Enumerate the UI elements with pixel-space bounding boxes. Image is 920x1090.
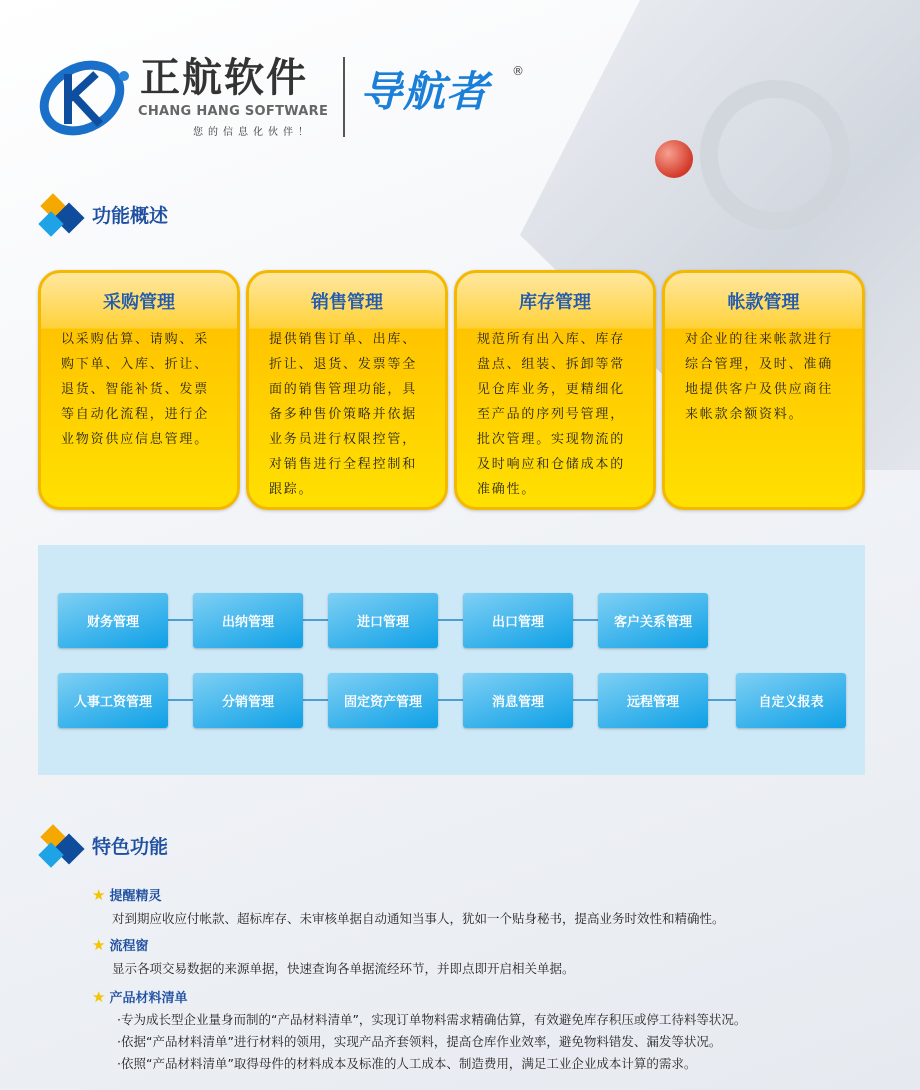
section-diamond-icon xyxy=(38,826,82,870)
card-title: 帐款管理 xyxy=(727,292,800,313)
module-messages: 消息管理 xyxy=(463,673,573,728)
feature-title-text: 产品材料清单 xyxy=(109,991,188,1006)
card-purchase xyxy=(38,270,240,510)
module-export: 出口管理 xyxy=(463,593,573,648)
star-icon: ★ xyxy=(92,886,106,904)
module-remote: 远程管理 xyxy=(598,673,708,728)
card-sales xyxy=(246,270,448,510)
module-finance: 财务管理 xyxy=(58,593,168,648)
module-import: 进口管理 xyxy=(328,593,438,648)
module-custom-reports: 自定义报表 xyxy=(736,673,846,728)
module-fixed-assets: 固定资产管理 xyxy=(328,673,438,728)
module-crm: 客户关系管理 xyxy=(598,593,708,648)
card-text: 以采购估算、请购、采购下单、入库、折让、退货、智能补货、发票等自动化流程，进行企业物资供应信息管理。 xyxy=(61,332,210,447)
feature-bullet: ·专为成长型企业量身而制的“产品材料清单”，实现订单物料需求精确估算，有效避免库存积压或停工待料等状况。 xyxy=(117,1012,747,1027)
feature-text: 对到期应收应付帐款、超标库存、未审核单据自动通知当事人，犹如一个贴身秘书，提高业务时效性和精确性。 xyxy=(112,911,725,926)
card-title: 库存管理 xyxy=(519,292,591,313)
modules-panel xyxy=(38,545,865,775)
company-logo-icon xyxy=(38,52,130,144)
section-title-overview: 功能概述 xyxy=(92,205,169,227)
feature-text: 显示各项交易数据的来源单据，快速查询各单据流经环节，并即点即开启相关单据。 xyxy=(112,961,575,976)
feature-bullet: ·依照“产品材料清单”取得母件的材料成本及标准的人工成本、制造费用，满足工业企业成本计算的需求。 xyxy=(117,1056,697,1071)
card-title: 采购管理 xyxy=(103,292,175,313)
module-distribution: 分销管理 xyxy=(193,673,303,728)
background-red-knob xyxy=(655,140,693,178)
card-inventory xyxy=(454,270,656,510)
card-text: 提供销售订单、出库、折让、退货、发票等全面的销售管理功能，具备多种售价策略并依据业务员进行权限控管，对销售进行全程控制和跟踪。 xyxy=(269,332,418,497)
brand-name: 正航软件 xyxy=(140,55,308,101)
connector-line xyxy=(58,699,846,701)
module-hr-payroll: 人事工资管理 xyxy=(58,673,168,728)
section-diamond-icon xyxy=(38,195,82,239)
card-title: 销售管理 xyxy=(311,292,383,313)
feature-title-text: 提醒精灵 xyxy=(109,889,162,904)
slogan: 您的信息化伙伴！ xyxy=(193,127,313,138)
card-text: 对企业的往来帐款进行综合管理，及时、准确地提供客户及供应商往来帐款余额资料。 xyxy=(685,332,834,422)
feature-title xyxy=(92,988,187,1008)
star-icon: ★ xyxy=(92,988,106,1006)
background-machine-part xyxy=(700,80,850,230)
brand-name-english: CHANG HANG SOFTWARE xyxy=(138,104,329,119)
feature-bullet: ·依据“产品材料清单”进行材料的领用，实现产品齐套领料，提高仓库作业效率，避免物料错发、漏发等状况。 xyxy=(117,1034,722,1049)
feature-title xyxy=(92,886,161,906)
module-cashier: 出纳管理 xyxy=(193,593,303,648)
feature-title-text: 流程窗 xyxy=(109,939,149,954)
card-accounts xyxy=(662,270,865,510)
registered-mark: ® xyxy=(512,64,524,78)
card-text: 规范所有出入库、库存盘点、组装、拆卸等常见仓库业务，更精细化至产品的序列号管理，批次管理。实现物流的及时响应和仓储成本的准确性。 xyxy=(477,332,626,497)
feature-title xyxy=(92,936,148,956)
star-icon: ★ xyxy=(92,936,106,954)
header-divider xyxy=(343,57,345,137)
section-title-features: 特色功能 xyxy=(92,836,169,858)
product-name: 导航者 xyxy=(360,67,490,116)
